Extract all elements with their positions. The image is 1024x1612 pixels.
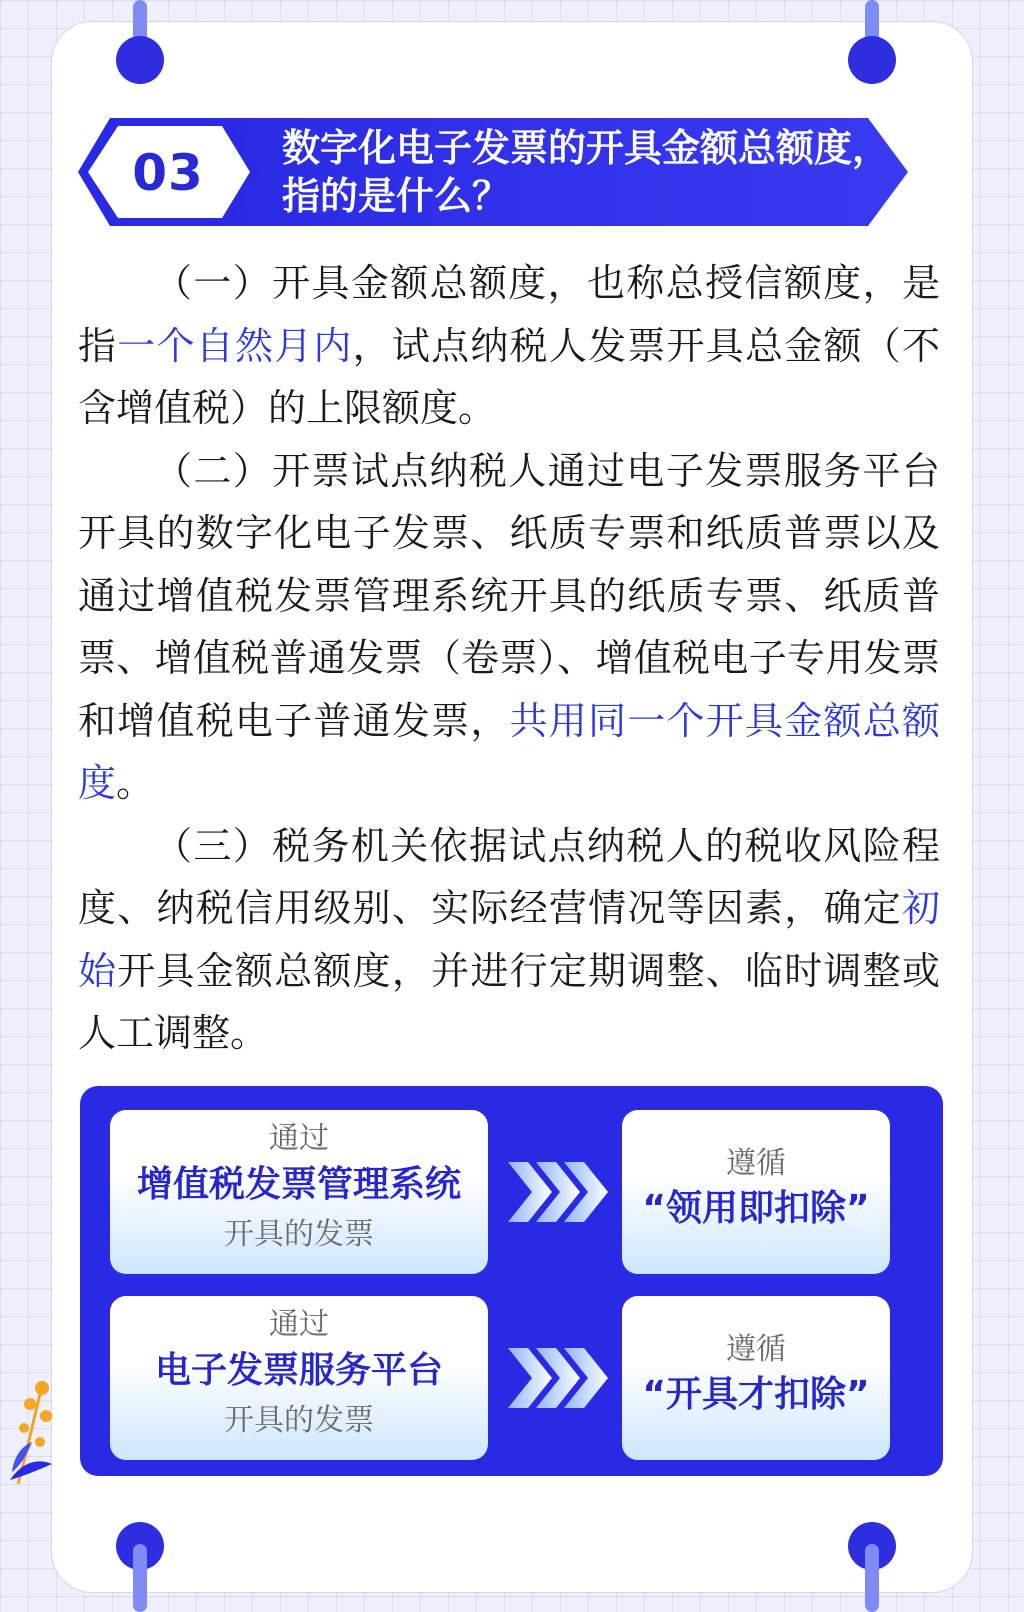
paragraph-3-text-b: 开具金额总额度，并进行定期调整、临时调整或人工调整。 [78,948,940,1055]
source-box-2 [110,1296,488,1460]
pin-icon [848,1522,896,1612]
paragraph-3-highlight: 初始 [78,886,940,993]
rule-box-1 [622,1110,890,1274]
page-title [282,124,922,220]
chevron-arrow-icon [508,1348,608,1408]
source-2-name: 电子发票服务平台 [154,1350,443,1391]
title-line-2: 指的是什么？ [282,174,511,218]
paragraph-2-text-a: （二）开票试点纳税人通过电子发票服务平台开具的数字化电子发票、纸质专票和纸质普票以及通过增值税发票管理系统开具的纸质专票、纸质普票、增值税普通发票（卷票）、增值税电子专用发票和增值税电子普通发票， [78,448,940,743]
paragraph-3-text-a: （三）税务机关依据试点纳税人的税收风险程度、纳税信用级别、实际经营情况等因素，确定 [78,823,940,930]
source-1-suffix: 开具的发票 [224,1217,374,1252]
chevron-arrow-icon [508,1162,608,1222]
paragraph-1 [78,252,940,440]
source-1-name: 增值税发票管理系统 [136,1164,461,1205]
source-box-1 [110,1110,488,1274]
paragraph-1-highlight: 一个自然月内 [117,323,353,368]
rule-2-name: “开具才扣除” [642,1374,870,1415]
rule-1-prefix: 遵循 [726,1146,786,1181]
source-2-suffix: 开具的发票 [224,1403,374,1438]
title-line-1: 数字化电子发票的开具金额总额度， [282,126,891,170]
body-text [78,252,940,1065]
title-number: 03 [132,144,204,202]
paragraph-2-highlight: 共用同一个开具金额总额度 [78,698,940,805]
title-banner [78,118,908,226]
pin-icon [116,0,164,80]
pin-icon [116,1522,164,1612]
rule-2-prefix: 遵循 [726,1332,786,1367]
source-1-prefix: 通过 [269,1121,329,1156]
pin-icon [848,0,896,80]
rule-box-2 [622,1296,890,1460]
rule-1-name: “领用即扣除” [642,1188,870,1229]
paragraph-1-text-a: （一）开具金额总额度，也称总授信额度，是指 [78,261,940,368]
paragraph-2-text-b: 。 [116,761,155,805]
flow-panel [80,1086,943,1476]
paragraph-2 [78,440,940,815]
source-2-prefix: 通过 [269,1307,329,1342]
paragraph-3 [78,815,940,1065]
flower-decoration-icon [8,1376,58,1486]
paragraph-1-text-b: ，试点纳税人发票开具总金额（不含增值税）的上限额度。 [78,323,940,430]
